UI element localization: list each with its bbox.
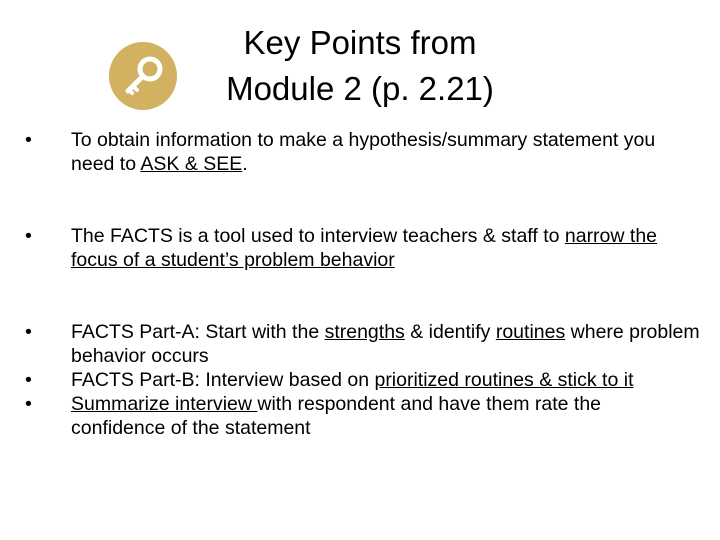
bullet-dot: • [25,393,32,415]
narrow-focus-text: narrow the focus of a student’s problem behavior [71,225,658,271]
key-badge [109,42,177,110]
slide-title-line1: Key Points from [243,24,477,61]
bullet-dot: • [25,129,32,151]
key-icon [109,42,177,110]
ask-see-text: ASK & SEE [140,153,243,175]
prioritized-routines-text: prioritized routines & stick to it [374,369,634,391]
slide-title [195,20,525,112]
bullet-item: • FACTS Part-A: Start with the strengths & identify routines where problem behavior occurs [25,321,700,367]
slide-title-line2: Module 2 (p. 2.21) [226,70,494,107]
bullet-dot: • [25,321,32,343]
bullet-item: • To obtain information to make a hypothesis/summary statement you need to ASK & SEE. [25,129,656,175]
bullet-dot: • [25,369,32,391]
bullet-item: • Summarize interview with respondent and have them rate the confidence of the statement [25,393,602,439]
strengths-text: strengths [324,321,405,343]
bullet-list [25,128,700,440]
bullet-item: • The FACTS is a tool used to interview teachers & staff to narrow the focus of a student’s problem behavior [25,225,658,271]
summarize-interview-text: Summarize interview [71,393,258,415]
routines-text: routines [495,321,566,343]
bullet-dot: • [25,225,32,247]
bullet-item: • FACTS Part-B: Interview based on prioritized routines & stick to it [25,369,634,391]
